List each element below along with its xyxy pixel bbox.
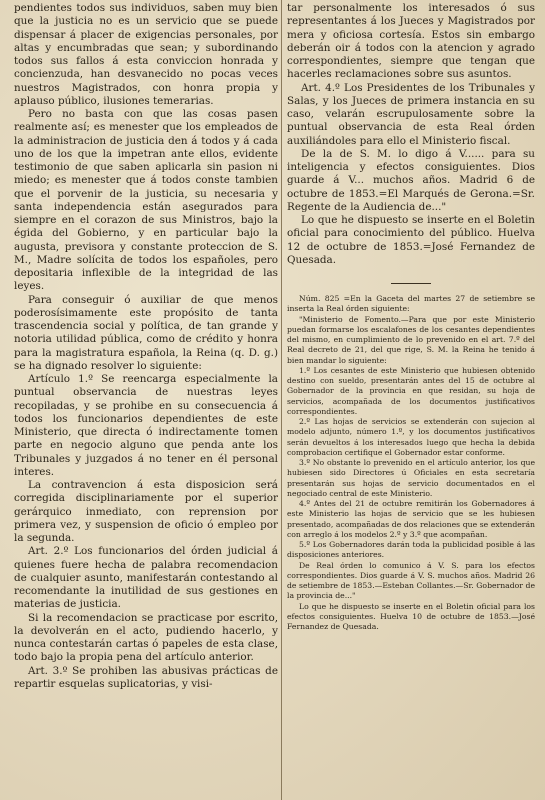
section-rule [391,283,431,284]
paragraph: Si la recomendacion se practicase por escrito, la devolverán en el acto, pudiendo hacerlo, y nunca contestarán cartas ó papeles de esta clase, todo bajo la propia pena del artículo anterior. [14,611,278,664]
paragraph: "Ministerio de Fomento.—Para que por este Ministerio puedan formarse los escalafones de los cesantes dependientes del mismo, en cumplimiento de lo prevenido en el art. 7.º del Real decreto de 21, del que rige, S. M. la Reina he tenido á bien mandar lo siguiente: [287,314,535,365]
article-1: Artículo 1.º Se reencarga especialmente la puntual observancia de nuestras leyes recopiladas, y se prohibe en su consecuencia á todos los funcionarios dependientes de este Ministerio, que directa ó indirectamente tomen parte en negocio alguno que penda ante los Tribunales y juzgados á no tener en él personal interes. [14,373,278,478]
paragraph: 5.º Los Gobernadores darán toda la publicidad posible á las disposiciones anteriores. [287,540,535,560]
paragraph: De la de S. M. lo digo á V...... para su inteligencia y efectos consiguientes. Dios guarde á V... muchos años. Madrid 6 de octubre de 1853.=El Marqués de Gerona.=Sr. Regente de la Audiencia de..." [287,147,535,213]
paragraph: Pero no basta con que las cosas pasen realmente así; es menester que los empleados de la administracion de justicia den á todos y á cada uno de los que la impetran ante ellos, evidente testimonio de que saben aplicarla sin pasion ni miedo; es menester que á todos conste tambien que el porvenir de la justicia, su necesaria y santa independencia están asegurados para siempre en el corazon de sus Ministros, bajo la égida del Gobierno, y en particular bajo la augusta, previsora y constante proteccion de S. M., Madre solícita de todos los españoles, pero depositaria inflexible de la integridad de las leyes. [14,108,278,293]
paragraph: De Real órden lo comunico á V. S. para los efectos correspondientes. Dios guarde á V. S. muchos años. Madrid 26 de setiembre de 1853.—Esteban Collantes.—Sr. Gobernador de la provincia de..." [287,560,535,601]
paragraph: 1.º Los cesantes de este Ministerio que hubiesen obtenido destino con sueldo, presentarán antes del 15 de octubre al Gobernador de la provincia en que residan, su hoja de servicios, acompañada de los documentos justificativos correspondientes. [287,365,535,416]
paragraph: Para conseguir ó auxiliar de que menos poderosísimamente este propósito de tanta trascendencia social y política, de tan grande y notoria utilidad pública, como de crédito y honra para la magistratura española, la Reina (q. D. g.) se ha dignado resolver lo siguiente: [14,293,278,372]
paragraph: pendientes todos sus individuos, saben muy bien que la justicia no es un servicio que se puede dispensar á placer de exigencias personales, por altas y encumbradas que sean; y subordinando todos sus fallos á esta conviccion honrada y concienzuda, han desvanecido no pocas veces nuestros Magistrados, con honra propia y aplauso público, ilusiones temerarias. [14,2,278,107]
paragraph: 2.º Las hojas de servicios se extenderán con sujecion al modelo adjunto, número 1.º, y los documentos justificativos serán devueltos á los interesados luego que hecha la debida comprobacion certifique el Gobernador estar conforme. [287,417,535,457]
paragraph: 3.º No obstante lo prevenido en el artículo anterior, los que hubiesen sido Directores ú Oficiales en esta secretaría presentarán sus hojas de servicio documentados en el negociado central de este Ministerio. [287,458,535,498]
article-4: Art. 4.º Los Presidentes de los Tribunales y Salas, y los Jueces de primera instancia en su caso, velarán escrupulosamente sobre la puntual observancia de esta Real órden auxiliándoles para ello el Ministerio fiscal. [287,81,535,147]
column-divider [281,0,282,800]
paragraph: 4.º Antes del 21 de octubre remitirán los Gobernadores á este Ministerio las hojas de servicio que se les hubiesen presentado, acompañadas de dos relaciones que se extenderán con arreglo á los modelos 2.º y 3.º que acompañan. [287,499,535,539]
left-column [14,2,278,691]
paragraph: Lo que he dispuesto se inserte en el Boletin oficial para los efectos consiguientes. Huelva 10 de octubre de 1853.—José Fernandez de Quesada. [287,601,535,631]
notice-825 [287,294,535,632]
paragraph: Lo que he dispuesto se inserte en el Boletin oficial para conocimiento del público. Huelva 12 de octubre de 1853.=José Fernandez de Quesada. [287,214,535,266]
article-2: Art. 2.º Los funcionarios del órden judicial á quienes fuere hecha de palabra recomendacion de cualquier asunto, manifestarán contestando al recomendante la inutilidad de sus gestiones en materias de justicia. [14,545,278,611]
paragraph: La contravencion á esta disposicion será corregida disciplinariamente por el superior gerárquico inmediato, con reprension por primera vez, y suspension de oficio ó empleo por la segunda. [14,479,278,544]
paragraph: tar personalmente los interesados ó sus representantes á los Jueces y Magistrados por mera y oficiosa cortesía. Estos sin embargo deberán oir á todos con la atencion y agrado correspondientes, siempre que tengan que hacerles reclamaciones sobre sus asuntos. [287,2,535,81]
right-column [287,2,535,632]
notice-heading: Núm. 825 =En la Gaceta del martes 27 de setiembre se inserta la Real órden siguiente: [287,294,535,314]
article-3: Art. 3.º Se prohiben las abusivas prácticas de repartir esquelas suplicatorias, y visi- [14,664,278,690]
